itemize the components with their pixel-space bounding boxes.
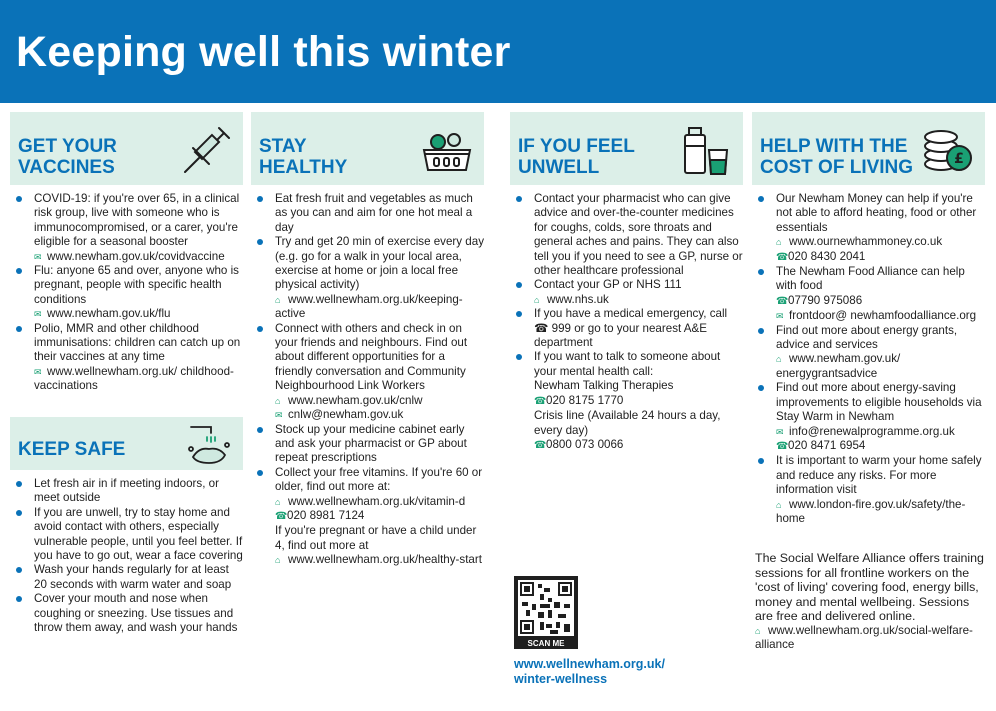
item-text: Let fresh air in if meeting indoors, or meet outside [34, 477, 219, 505]
coins-pound-icon [921, 124, 975, 178]
contact-link[interactable] [275, 495, 484, 509]
link-text: frontdoor@ newhamfoodalliance.org [789, 309, 977, 323]
link-text: www.newham.gov.uk/ energygrantsadvice [776, 352, 901, 380]
contact-link[interactable] [34, 365, 243, 394]
contact-link[interactable] [34, 307, 243, 321]
list-item [510, 350, 743, 453]
list-item [10, 563, 243, 592]
link-text: 0800 073 0066 [546, 437, 624, 451]
item-text: If you want to talk to someone about your mental health call: [534, 350, 721, 378]
link-text: www.london-fire.gov.uk/safety/the-home [776, 497, 966, 525]
vaccines-list [10, 192, 243, 394]
contact-link[interactable] [275, 509, 484, 524]
item-text: It is important to warm your home safely and reduce any risks. For more information visit [776, 454, 982, 497]
link-text: 020 8175 1770 [546, 393, 624, 407]
social-welfare-note: The Social Welfare Alliance offers training sessions for all frontline workers on the 'cost of living' covering food, energy bills, money and mental wellbeing. Sessions are free and delivered online. ⌂ www.wellnewham.org.uk/social-welfare-alliance [755, 551, 984, 651]
home-icon: ⌂ [776, 354, 782, 365]
link-text: cnlw@newham.gov.uk [288, 408, 404, 422]
cost-header [752, 112, 985, 185]
link-text: www.newham.gov.uk/cnlw [288, 393, 423, 407]
envelope-icon: ✉ [776, 311, 784, 322]
home-icon: ⌂ [275, 294, 281, 305]
home-icon: ⌂ [776, 237, 782, 248]
item-note [534, 409, 743, 438]
list-item [251, 466, 484, 568]
envelope-icon: ✉ [34, 366, 42, 377]
vaccines-heading: GET YOUR VACCINES [18, 136, 117, 178]
qr-code[interactable] [514, 576, 578, 649]
link-text: 020 8981 7124 [287, 508, 365, 522]
home-icon: ⌂ [534, 294, 540, 305]
link-text: www.ournewhammoney.co.uk [789, 235, 943, 249]
handwashing-icon [185, 421, 233, 467]
contact-link[interactable] [776, 235, 985, 249]
list-item [752, 381, 985, 454]
contact-link[interactable] [534, 438, 743, 453]
social-welfare-link[interactable]: ⌂ www.wellnewham.org.uk/social-welfare-alliance [755, 623, 973, 651]
link-text: www.wellnewham.org.uk/ childhood-vaccinations [34, 364, 234, 393]
page-title: Keeping well this winter [16, 28, 511, 76]
phone-icon: ☎ [275, 510, 288, 522]
medicine-icon [679, 124, 733, 178]
link-text: info@renewalprogramme.org.uk [789, 424, 955, 438]
healthy-list [251, 192, 484, 568]
cost-section [752, 112, 985, 526]
contact-link[interactable] [776, 425, 985, 439]
contact-link[interactable] [776, 498, 985, 527]
list-item [752, 454, 985, 526]
item-text: The Newham Food Alliance can help with food [776, 265, 965, 293]
envelope-icon: ✉ [776, 426, 784, 437]
link-text: Newham Talking Therapies [534, 379, 674, 393]
list-item [10, 322, 243, 394]
qr-pattern [518, 580, 574, 636]
envelope-icon: ✉ [34, 309, 42, 320]
phone-icon: ☎ [776, 251, 789, 263]
healthy-header [251, 112, 484, 185]
keepsafe-section [10, 417, 243, 635]
item-text: Contact your pharmacist who can give advice and over-the-counter medicines for coughs, colds, sore throats and general aches and pains. They can also tell you if you need to see a GP, nurse or other healthcare professional [534, 192, 743, 278]
item-text: Flu: anyone 65 and over, anyone who is pregnant, people with specific health conditions [34, 264, 239, 306]
contact-link[interactable] [534, 394, 743, 409]
unwell-list [510, 192, 743, 453]
list-item [10, 264, 243, 322]
contact-link[interactable] [275, 408, 484, 422]
scan-me-label: SCAN ME [527, 639, 565, 648]
link-text: 020 8471 6954 [788, 438, 866, 452]
healthy-heading: STAY HEALTHY [259, 136, 348, 178]
item-text: Find out more about energy grants, advice and services [776, 323, 958, 352]
home-icon: ⌂ [275, 395, 281, 406]
unwell-header [510, 112, 743, 185]
link-text: www.newham.gov.uk/covidvaccine [47, 249, 225, 263]
list-item [251, 235, 484, 321]
syringe-icon [179, 124, 233, 178]
list-item [10, 477, 243, 506]
list-item [510, 278, 743, 307]
link-text: www.wellnewham.org.uk/keeping-active [275, 292, 463, 321]
list-item [10, 592, 243, 635]
item-text: Stock up your medicine cabinet early and ask your pharmacist or GP about repeat prescriptions [275, 422, 467, 465]
item-text: Cover your mouth and nose when coughing or sneezing. Use tissues and throw them away, and wash your hands [34, 592, 238, 635]
item-text: Wash your hands regularly for at least 20 seconds with warm water and soap [34, 563, 232, 591]
link-text: www.nhs.uk [547, 292, 609, 306]
item-text: Connect with others and check in on your friends and neighbours. Find out about different opportunities for a friendly conversation and Community Neighbourhood Link Workers [275, 321, 468, 393]
title-banner [0, 0, 996, 103]
cost-list [752, 192, 985, 526]
list-item [251, 423, 484, 466]
winter-wellness-link[interactable]: www.wellnewham.org.uk/ winter-wellness [514, 657, 665, 686]
item-note [275, 524, 484, 553]
list-item [10, 506, 243, 564]
list-item [752, 192, 985, 265]
list-item [251, 322, 484, 423]
link-text: www.newham.gov.uk/flu [47, 307, 171, 321]
list-item [10, 192, 243, 264]
contact-link[interactable] [776, 352, 985, 381]
home-icon: ⌂ [755, 625, 761, 636]
food-basket-icon [420, 124, 474, 178]
item-text: Eat fresh fruit and vegetables as much as you can and aim for one hot meal a day [275, 192, 473, 234]
svg-text:£: £ [954, 151, 964, 167]
phone-icon: ☎ [776, 440, 789, 452]
item-text: Collect your free vitamins. If you're 60 or older, find out more at: [275, 465, 483, 494]
cost-heading: HELP WITH THE COST OF LIVING [760, 136, 914, 178]
item-text: Find out more about energy-saving improvements to eligible households via Stay Warm in Newham [776, 381, 982, 424]
contact-link[interactable] [776, 294, 985, 309]
envelope-icon: ✉ [275, 410, 283, 421]
contact-link[interactable] [275, 553, 484, 567]
contact-link[interactable] [275, 394, 484, 408]
item-note [534, 379, 743, 393]
keepsafe-header [10, 417, 243, 470]
unwell-section [510, 112, 743, 453]
contact-link[interactable] [534, 293, 743, 307]
item-text: If you are unwell, try to stay home and avoid contact with others, especially vulnerable people, until you feel better. If you have to go out, wear a face covering [34, 505, 243, 563]
link-text: www.wellnewham.org.uk/vitamin-d [288, 494, 466, 508]
link-text: www.wellnewham.org.uk/healthy-start [288, 553, 482, 567]
contact-link[interactable] [275, 293, 484, 322]
vaccines-header [10, 112, 243, 185]
link-text: Crisis line (Available 24 hours a day, every day) [534, 409, 721, 437]
phone-icon: ☎ [534, 395, 547, 407]
link-text: If you're pregnant or have a child under 4, find out more at [275, 524, 477, 552]
unwell-heading: IF YOU FEEL UNWELL [518, 136, 635, 178]
contact-link[interactable] [34, 250, 243, 264]
phone-icon: ☎ [776, 295, 789, 307]
list-item [251, 192, 484, 235]
list-item [510, 192, 743, 278]
contact-link[interactable] [776, 250, 985, 265]
contact-link[interactable] [776, 439, 985, 454]
envelope-icon: ✉ [34, 251, 42, 262]
item-text: If you have a medical emergency, call ☎ 999 or go to your nearest A&E department [534, 307, 728, 350]
vaccines-section [10, 112, 243, 394]
contact-link[interactable] [776, 309, 985, 323]
home-icon: ⌂ [776, 499, 782, 510]
keepsafe-heading: KEEP SAFE [18, 439, 126, 460]
item-text: Try and get 20 min of exercise every day (e.g. go for a walk in your local area, exercise at home or join a local free physical activity) [275, 235, 484, 292]
keepsafe-list [10, 477, 243, 635]
item-text: Our Newham Money can help if you're not able to afford heating, food or other essentials [776, 192, 977, 234]
home-icon: ⌂ [275, 555, 281, 566]
item-text: Polio, MMR and other childhood immunisations: children can catch up on their vaccines at any time [34, 321, 241, 364]
healthy-section [251, 112, 484, 568]
link-text: 020 8430 2041 [788, 249, 866, 263]
phone-icon: ☎ [534, 439, 547, 451]
link-text: 07790 975086 [788, 293, 863, 307]
item-text: COVID-19: if you're over 65, in a clinical risk group, live with someone who is immunocompromised, or a carer, you're eligible for a seasonal booster [34, 192, 240, 249]
home-icon: ⌂ [275, 496, 281, 507]
list-item [752, 324, 985, 382]
list-item [510, 307, 743, 350]
list-item [752, 265, 985, 324]
item-text: Contact your GP or NHS 111 [534, 278, 682, 292]
